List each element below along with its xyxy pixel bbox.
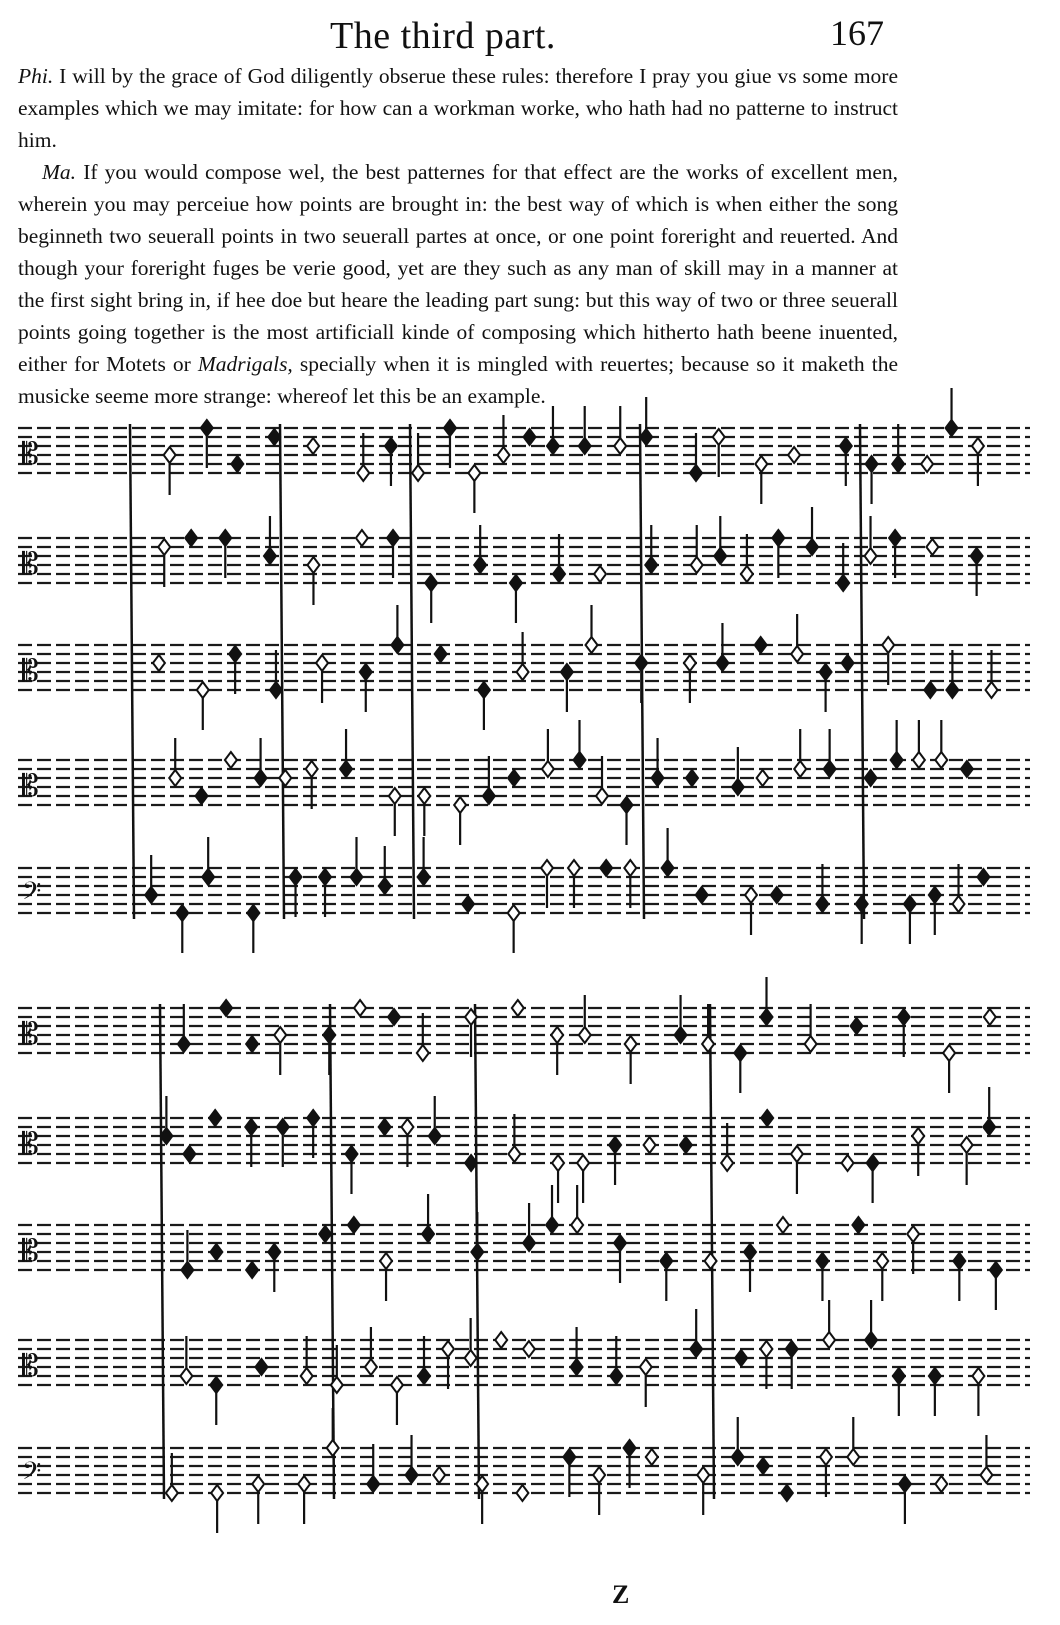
note-head bbox=[523, 1341, 535, 1357]
note-head bbox=[788, 447, 800, 463]
note-head bbox=[340, 761, 352, 777]
note-head bbox=[541, 860, 553, 876]
note-head bbox=[760, 1341, 772, 1357]
note-head bbox=[164, 447, 176, 463]
note-head bbox=[180, 1368, 192, 1384]
note-head bbox=[495, 1332, 507, 1348]
note-head bbox=[552, 1155, 564, 1171]
note-head bbox=[972, 1368, 984, 1384]
note-head bbox=[640, 1359, 652, 1375]
note-head bbox=[892, 456, 904, 472]
note-head bbox=[660, 1253, 672, 1269]
note-head bbox=[983, 1119, 995, 1135]
note-head bbox=[444, 420, 456, 436]
note-head bbox=[516, 1485, 528, 1501]
note-head bbox=[388, 1009, 400, 1025]
note-head bbox=[771, 887, 783, 903]
staff-lines bbox=[18, 428, 1030, 1493]
note-head bbox=[921, 456, 933, 472]
note-head bbox=[926, 539, 938, 555]
note-head bbox=[546, 1217, 558, 1233]
c-clef-icon: 𝄡 bbox=[22, 654, 39, 689]
note-head bbox=[579, 1027, 591, 1043]
note-head bbox=[953, 1253, 965, 1269]
note-head bbox=[197, 682, 209, 698]
note-head bbox=[357, 465, 369, 481]
note-head bbox=[307, 1110, 319, 1126]
note-head bbox=[468, 465, 480, 481]
c-clef-icon: 𝄡 bbox=[22, 1234, 39, 1269]
note-head bbox=[865, 770, 877, 786]
note-head bbox=[865, 1332, 877, 1348]
note-head bbox=[876, 1253, 888, 1269]
note-head bbox=[842, 1155, 854, 1171]
note-head bbox=[593, 1467, 605, 1483]
note-head bbox=[755, 637, 767, 653]
note-head bbox=[851, 1018, 863, 1034]
note-head bbox=[980, 1467, 992, 1483]
note-head bbox=[761, 1009, 773, 1025]
note-head bbox=[744, 1244, 756, 1260]
note-head bbox=[645, 557, 657, 573]
note-head bbox=[252, 1476, 264, 1492]
note-head bbox=[551, 1027, 563, 1043]
note-head bbox=[471, 1244, 483, 1260]
note-head bbox=[621, 797, 633, 813]
note-head bbox=[264, 548, 276, 564]
note-head bbox=[893, 1368, 905, 1384]
note-head bbox=[201, 420, 213, 436]
note-head bbox=[379, 1119, 391, 1135]
note-head bbox=[806, 539, 818, 555]
note-head bbox=[380, 1253, 392, 1269]
note-head bbox=[652, 770, 664, 786]
note-head bbox=[684, 655, 696, 671]
note-head bbox=[816, 1253, 828, 1269]
note-head bbox=[755, 456, 767, 472]
paragraph-body: I will by the grace of God diligently obserue these rules: therefore I pray you giue vs some more examples which we may imitate: for how can a workman worke, who hath had no patterne to instruct him. bbox=[18, 64, 898, 152]
clef-icons bbox=[22, 437, 41, 1492]
note-head bbox=[245, 1119, 257, 1135]
note-head bbox=[145, 887, 157, 903]
note-head bbox=[417, 1045, 429, 1061]
note-head bbox=[181, 1262, 193, 1278]
note-head bbox=[705, 1253, 717, 1269]
note-head bbox=[435, 646, 447, 662]
note-head bbox=[882, 637, 894, 653]
f-clef-icon: 𝄢 bbox=[22, 1457, 42, 1492]
note-head bbox=[662, 860, 674, 876]
note-head bbox=[542, 761, 554, 777]
note-head bbox=[823, 1332, 835, 1348]
note-head bbox=[824, 761, 836, 777]
note-head bbox=[219, 530, 231, 546]
note-head bbox=[696, 887, 708, 903]
note-head bbox=[356, 530, 368, 546]
note-head bbox=[777, 1217, 789, 1233]
note-head bbox=[935, 752, 947, 768]
note-head bbox=[640, 429, 652, 445]
note-head bbox=[741, 566, 753, 582]
note-head bbox=[225, 752, 237, 768]
note-head bbox=[866, 456, 878, 472]
note-head bbox=[820, 664, 832, 680]
c-clef-icon: 𝄡 bbox=[22, 1127, 39, 1162]
note-head bbox=[624, 1440, 636, 1456]
running-title: The third part. bbox=[330, 15, 556, 57]
bar-line bbox=[280, 424, 284, 919]
note-head bbox=[972, 438, 984, 454]
note-head bbox=[990, 1262, 1002, 1278]
note-head bbox=[577, 1155, 589, 1171]
note-head bbox=[246, 1036, 258, 1052]
note-head bbox=[714, 548, 726, 564]
note-head bbox=[229, 646, 241, 662]
note-head bbox=[675, 1027, 687, 1043]
note-head bbox=[166, 1485, 178, 1501]
note-head bbox=[898, 1009, 910, 1025]
note-head bbox=[561, 664, 573, 680]
note-head bbox=[465, 1350, 477, 1366]
note-head bbox=[508, 770, 520, 786]
note-head bbox=[865, 548, 877, 564]
note-head bbox=[298, 1476, 310, 1492]
note-head bbox=[571, 1217, 583, 1233]
note-head bbox=[270, 682, 282, 698]
note-head bbox=[185, 530, 197, 546]
c-clef-icon: 𝄡 bbox=[22, 547, 39, 582]
note-head bbox=[508, 905, 520, 921]
note-head bbox=[517, 664, 529, 680]
note-head bbox=[196, 788, 208, 804]
note-head bbox=[686, 770, 698, 786]
note-head bbox=[929, 887, 941, 903]
note-head bbox=[274, 1027, 286, 1043]
note-head bbox=[924, 682, 936, 698]
note-head bbox=[210, 1244, 222, 1260]
note-head bbox=[319, 1226, 331, 1242]
signature-mark: Z bbox=[612, 1580, 630, 1609]
note-head bbox=[713, 429, 725, 445]
note-head bbox=[899, 1476, 911, 1492]
note-head bbox=[231, 456, 243, 472]
note-head bbox=[360, 664, 372, 680]
note-head bbox=[757, 770, 769, 786]
note-head bbox=[889, 530, 901, 546]
note-head bbox=[389, 788, 401, 804]
note-head bbox=[367, 1476, 379, 1492]
note-head bbox=[913, 752, 925, 768]
note-head bbox=[412, 465, 424, 481]
note-head bbox=[732, 1449, 744, 1465]
note-head bbox=[791, 646, 803, 662]
note-head bbox=[433, 1467, 445, 1483]
note-head bbox=[985, 682, 997, 698]
note-head bbox=[786, 1341, 798, 1357]
note-head bbox=[255, 1359, 267, 1375]
note-head bbox=[247, 905, 259, 921]
note-head bbox=[158, 539, 170, 555]
note-head bbox=[319, 869, 331, 885]
note-head bbox=[209, 1110, 221, 1126]
note-head bbox=[183, 1146, 195, 1162]
note-head bbox=[691, 557, 703, 573]
note-head bbox=[757, 1458, 769, 1474]
note-head bbox=[178, 1036, 190, 1052]
note-head bbox=[202, 869, 214, 885]
note-head bbox=[176, 905, 188, 921]
italic-word: Madrigals, bbox=[197, 352, 293, 376]
note-head bbox=[220, 1000, 232, 1016]
note-head bbox=[594, 566, 606, 582]
note-head bbox=[510, 575, 522, 591]
note-head bbox=[610, 1368, 622, 1384]
note-head bbox=[794, 761, 806, 777]
note-head bbox=[856, 896, 868, 912]
c-clef-icon: 𝄢 bbox=[22, 877, 42, 912]
note-head bbox=[904, 896, 916, 912]
note-head bbox=[354, 1000, 366, 1016]
note-head bbox=[418, 869, 430, 885]
note-head bbox=[523, 1235, 535, 1251]
note-head bbox=[805, 1036, 817, 1052]
page-number: 167 bbox=[830, 13, 884, 53]
note-head bbox=[842, 655, 854, 671]
note-head bbox=[306, 761, 318, 777]
note-head bbox=[614, 1235, 626, 1251]
note-head bbox=[345, 1146, 357, 1162]
note-head bbox=[497, 447, 509, 463]
note-head bbox=[563, 1449, 575, 1465]
note-head bbox=[379, 878, 391, 894]
note-head bbox=[483, 788, 495, 804]
note-head bbox=[429, 1128, 441, 1144]
note-head bbox=[350, 869, 362, 885]
note-head bbox=[425, 575, 437, 591]
note-head bbox=[971, 548, 983, 564]
note-head bbox=[761, 1110, 773, 1126]
note-head bbox=[935, 1476, 947, 1492]
speaker-label: Ma. bbox=[42, 160, 77, 184]
note-head bbox=[255, 770, 267, 786]
note-head bbox=[462, 896, 474, 912]
note-head bbox=[454, 797, 466, 813]
note-head bbox=[929, 1368, 941, 1384]
note-head bbox=[323, 1027, 335, 1043]
note-head bbox=[837, 575, 849, 591]
note-head bbox=[609, 1137, 621, 1153]
note-head bbox=[327, 1440, 339, 1456]
note-head bbox=[568, 860, 580, 876]
note-head bbox=[512, 1000, 524, 1016]
note-head bbox=[624, 860, 636, 876]
note-head bbox=[553, 566, 565, 582]
note-head bbox=[307, 557, 319, 573]
note-head bbox=[716, 655, 728, 671]
note-head bbox=[307, 438, 319, 454]
note-head bbox=[697, 1467, 709, 1483]
note-head bbox=[316, 655, 328, 671]
c-clef-icon: 𝄡 bbox=[22, 769, 39, 804]
note-head bbox=[210, 1377, 222, 1393]
c-clef-icon: 𝄡 bbox=[22, 1017, 39, 1052]
note-head bbox=[547, 438, 559, 454]
note-head bbox=[953, 896, 965, 912]
note-head bbox=[734, 1045, 746, 1061]
note-head bbox=[943, 1045, 955, 1061]
note-head bbox=[646, 1449, 658, 1465]
note-head bbox=[573, 752, 585, 768]
note-head bbox=[600, 860, 612, 876]
note-head bbox=[680, 1137, 692, 1153]
note-head bbox=[791, 1146, 803, 1162]
note-head bbox=[385, 438, 397, 454]
note-head bbox=[387, 530, 399, 546]
note-head bbox=[365, 1359, 377, 1375]
note-head bbox=[840, 438, 852, 454]
paragraph-body: If you would compose wel, the best patternes for that effect are the works of excellent men, wherein you may perceiue how points are brought in: the best way of which is when either the song beginneth two seuerall points in two seuerall partes at once, or one point foreright and reuerted. And though your foreright fuges be verie good, yet are they such as any man of skill may in a manner at the first sight bring in, if hee doe but heare the leading part sung: but this way of two or three seuerall points going together is the most artificiall kinde of composing which hitherto hath beene inuented, either for Motets or bbox=[18, 160, 899, 376]
note-head bbox=[246, 1262, 258, 1278]
note-head bbox=[847, 1449, 859, 1465]
note-head bbox=[474, 557, 486, 573]
note-head bbox=[279, 770, 291, 786]
note-head bbox=[702, 1036, 714, 1052]
note-head bbox=[268, 1244, 280, 1260]
note-head bbox=[596, 788, 608, 804]
note-head bbox=[781, 1485, 793, 1501]
notes bbox=[145, 388, 1002, 1533]
note-head bbox=[732, 779, 744, 795]
note-head bbox=[614, 438, 626, 454]
note-head bbox=[579, 438, 591, 454]
note-head bbox=[406, 1467, 418, 1483]
paragraph-body-end: specially when it is mingled with reuertes; because so it maketh the musicke seeme more strange: whereof let this be an example. bbox=[18, 352, 898, 408]
note-head bbox=[418, 788, 430, 804]
note-head bbox=[977, 869, 989, 885]
note-head bbox=[585, 637, 597, 653]
note-head bbox=[721, 1155, 733, 1171]
note-head bbox=[690, 1341, 702, 1357]
note-head bbox=[946, 420, 958, 436]
note-head bbox=[946, 682, 958, 698]
note-head bbox=[891, 752, 903, 768]
note-head bbox=[745, 887, 757, 903]
note-head bbox=[690, 465, 702, 481]
note-head bbox=[961, 1137, 973, 1153]
note-head bbox=[478, 682, 490, 698]
note-head bbox=[644, 1137, 656, 1153]
note-head bbox=[391, 637, 403, 653]
note-head bbox=[508, 1146, 520, 1162]
note-head bbox=[635, 655, 647, 671]
note-head bbox=[625, 1036, 637, 1052]
note-head bbox=[912, 1128, 924, 1144]
note-head bbox=[422, 1226, 434, 1242]
note-head bbox=[268, 429, 280, 445]
c-clef-icon: 𝄡 bbox=[22, 1349, 39, 1384]
note-head bbox=[169, 770, 181, 786]
note-head bbox=[290, 869, 302, 885]
note-head bbox=[211, 1485, 223, 1501]
note-head bbox=[907, 1226, 919, 1242]
note-head bbox=[867, 1155, 879, 1171]
note-head bbox=[391, 1377, 403, 1393]
note-head bbox=[852, 1217, 864, 1233]
note-head bbox=[772, 530, 784, 546]
note-head bbox=[418, 1368, 430, 1384]
note-head bbox=[524, 429, 536, 445]
note-head bbox=[984, 1009, 996, 1025]
c-clef-icon: 𝄡 bbox=[22, 437, 39, 472]
note-head bbox=[961, 761, 973, 777]
note-head bbox=[301, 1368, 313, 1384]
note-head bbox=[277, 1119, 289, 1135]
note-head bbox=[571, 1359, 583, 1375]
speaker-label: Phi. bbox=[18, 64, 54, 88]
note-head bbox=[735, 1350, 747, 1366]
note-head bbox=[401, 1119, 413, 1135]
note-head bbox=[442, 1341, 454, 1357]
note-head bbox=[153, 655, 165, 671]
note-head bbox=[820, 1449, 832, 1465]
note-head bbox=[348, 1217, 360, 1233]
note-head bbox=[816, 896, 828, 912]
